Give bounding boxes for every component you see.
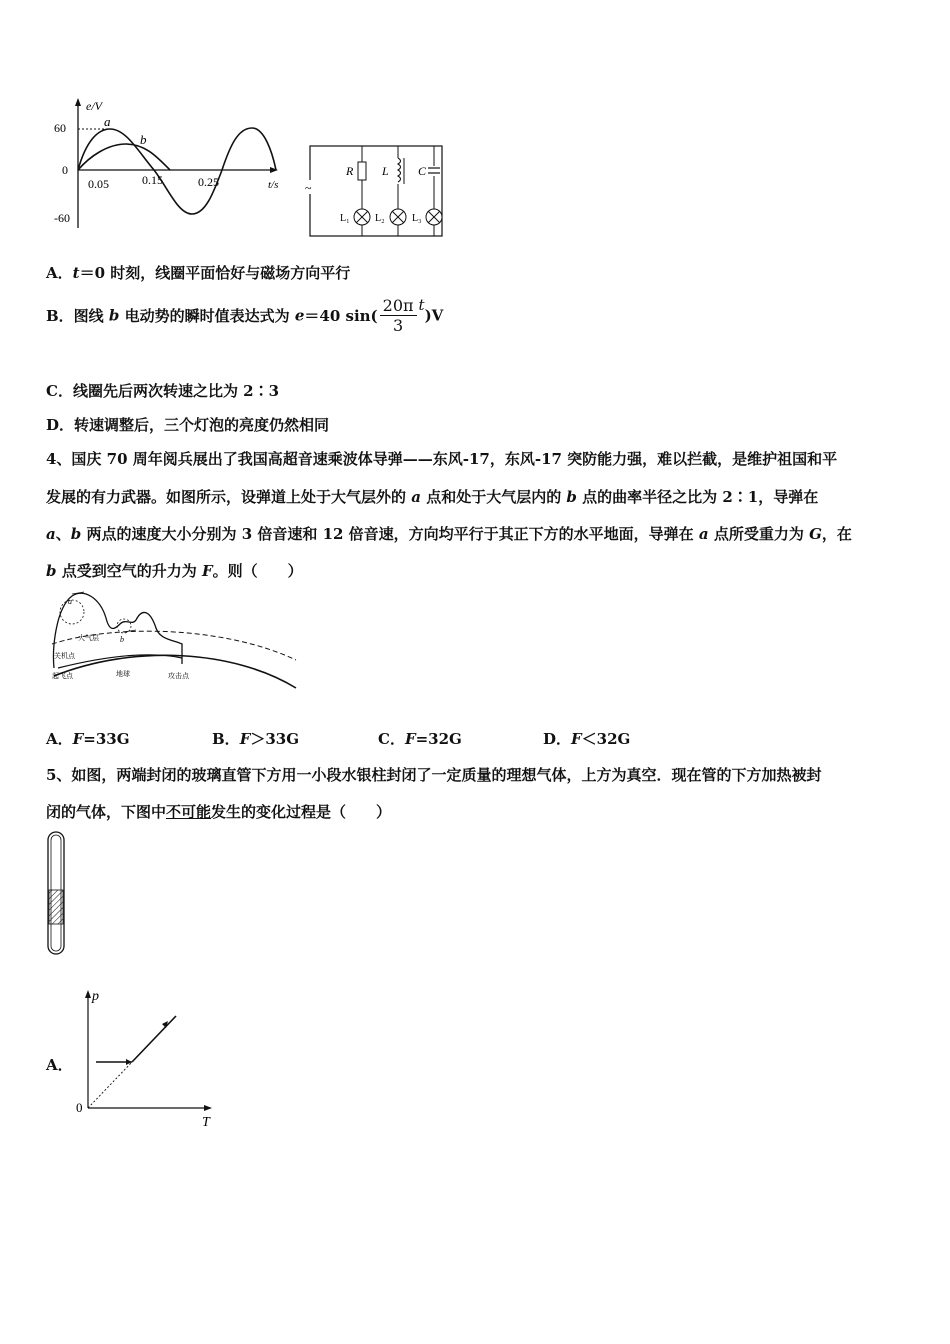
q4-line-3: a、b 两点的速度大小分别为 3 倍音速和 12 倍音速，方向均平行于其正下方的水平地面，导弹在 a 点所受重力为 G，在 — [46, 525, 852, 543]
x-label: t/s — [268, 179, 279, 191]
launch-point-label: 起飞点 — [52, 672, 73, 680]
mercury-column — [49, 890, 63, 924]
q5-line-2: 闭的气体，下图中不可能发生的变化过程是（ ） — [46, 803, 392, 821]
resistor-label: R — [346, 164, 354, 178]
curve-b — [78, 144, 170, 170]
q4-option-c: C．F=32G — [378, 730, 462, 748]
origin-label: 0 — [76, 1100, 83, 1115]
q3-option-b: B．图线 b 电动势的瞬时值表达式为 e＝40 sin( $\frac{20\pi}{3}$ t)V — [46, 296, 444, 335]
ac-source: ~ — [305, 181, 312, 195]
curve-a — [78, 128, 279, 214]
glass-tube-figure — [44, 830, 70, 958]
q3-option-a: A．t＝0 时刻，线圈平面恰好与磁场方向平行 — [46, 264, 351, 282]
lamp-1-label: L₁ — [340, 213, 350, 224]
y-bottom-label: -60 — [54, 211, 70, 225]
y-zero-label: 0 — [62, 163, 68, 177]
q4-option-d: D．F＜32G — [543, 730, 631, 748]
isochoric-segment — [132, 1016, 176, 1062]
q4-line-1: 4、国庆 70 周年阅兵展出了我国高超音速乘波体导弹——东风-17，东风-17 突防能力强，难以拦截，是维护祖国和平 — [46, 450, 838, 468]
point-a-label: a — [68, 597, 72, 606]
lamp-2-icon — [390, 209, 406, 225]
q4-line-2: 发展的有力武器。如图所示，设弹道上处于大气层外的 a 点和处于大气层内的 b 点的曲率半径之比为 2∶1，导弹在 — [46, 488, 819, 506]
q5-option-a-label: A． — [46, 1056, 73, 1074]
lamp-2-label: L₂ — [375, 213, 385, 224]
capacitor-label: C — [418, 164, 427, 178]
x-tick-1: 0.05 — [88, 177, 109, 191]
x-tick-3: 0.25 — [198, 175, 219, 189]
q4-option-a: A．F=33G — [46, 730, 130, 748]
y-top-label: 60 — [54, 121, 66, 135]
missile-trajectory-figure — [44, 588, 300, 692]
lamp-1-icon — [354, 209, 370, 225]
t-axis-label: T — [202, 1115, 210, 1130]
target-point-label: 攻击点 — [168, 672, 189, 680]
point-b-label: b — [120, 635, 124, 644]
q4-option-b: B．F＞33G — [212, 730, 300, 748]
y-label: e/V — [86, 99, 102, 113]
q4-line-4: b 点受到空气的升力为 F。则（ ） — [46, 562, 303, 580]
shutdown-point-label: 关机点 — [54, 652, 75, 660]
curve-a-label: a — [104, 114, 111, 129]
fraction: $\frac{20\pi}{3}$ — [380, 296, 417, 335]
q3-option-d: D．转速调整后，三个灯泡的亮度仍然相同 — [46, 416, 330, 434]
earth-label: 地球 — [116, 670, 130, 678]
inductor-label: L — [382, 164, 389, 178]
curve-b-label: b — [140, 132, 147, 147]
x-tick-2: 0.15 — [142, 173, 163, 187]
p-t-graph — [70, 986, 220, 1132]
atmosphere-label: 大气层 — [78, 634, 99, 642]
lamp-3-label: L₃ — [412, 213, 422, 224]
circuit-diagram — [302, 140, 452, 242]
q3-option-c: C．线圈先后两次转速之比为 2∶3 — [46, 382, 280, 400]
lamp-3-icon — [426, 209, 442, 225]
resistor — [358, 162, 366, 180]
p-axis-label: p — [92, 989, 99, 1004]
emf-time-graph — [46, 96, 296, 236]
q5-line-1: 5、如图，两端封闭的玻璃直管下方用一小段水银柱封闭了一定质量的理想气体，上方为真空．现在管的下方加热被封 — [46, 766, 822, 784]
